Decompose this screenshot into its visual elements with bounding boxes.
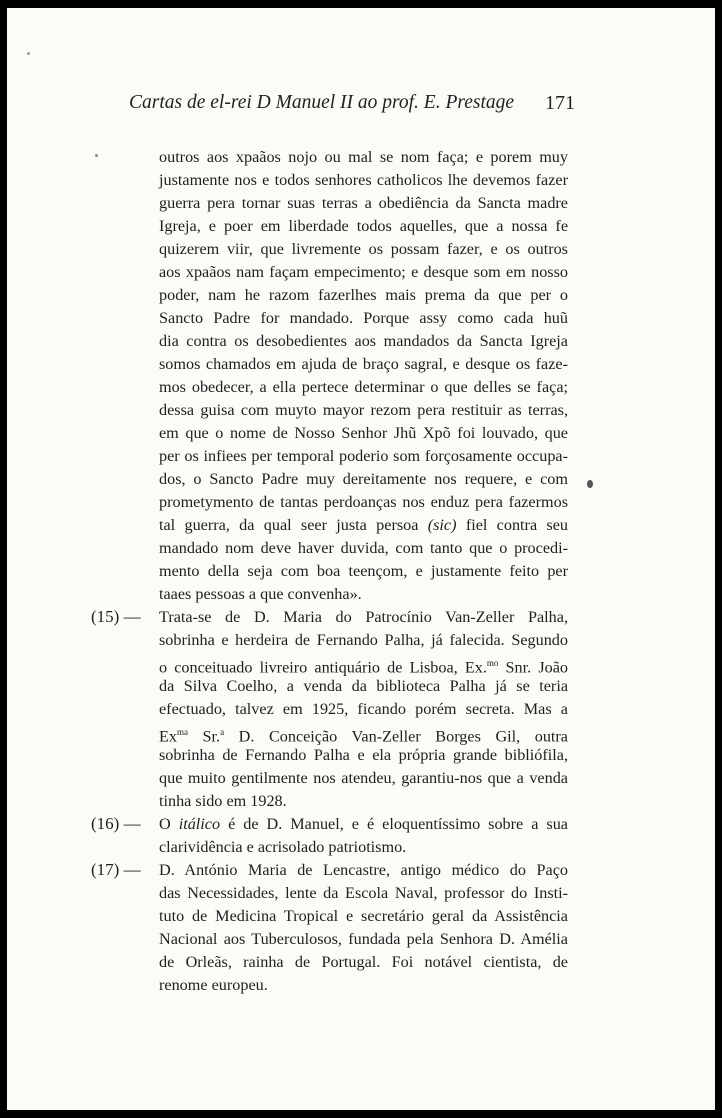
superscript: ma	[176, 727, 188, 737]
text-line: guerra pera tornar suas terras a obediência da Sancta madre	[159, 194, 568, 212]
note-number	[91, 606, 141, 628]
text-line: da Silva Coelho, a venda da biblioteca Palha já se teria	[159, 677, 568, 695]
running-header	[129, 92, 575, 122]
text-line: mos obedecer, a ella pertece determinar o que delles se faça;	[159, 378, 568, 396]
text-line: de Orleãs, rainha de Portugal. Foi notável cientista, de	[159, 953, 568, 971]
text-line	[159, 652, 569, 677]
text-line: poder, nam he razom fazerlhes mais prema da que per o	[159, 286, 568, 304]
text-line: justamente nos e todos senhores catholicos lhe devemos fazer	[159, 171, 568, 189]
text-span: Snr. João	[505, 658, 569, 677]
text-span: O	[159, 815, 171, 833]
text-line: tuto de Medicina Tropical e secretário geral da Assistência	[159, 907, 568, 925]
text-line: somos chamados em ajuda de braço sagral, e desque os faze-	[159, 355, 568, 373]
text-line: prometymento de tantas perdoanças nos enduz pera fazermos	[159, 493, 568, 511]
text-span: Ex	[159, 727, 177, 746]
superscript: a	[220, 727, 225, 737]
text-span: Sr.	[202, 727, 221, 746]
note-dash: —	[123, 814, 141, 833]
page-number: 171	[545, 92, 575, 114]
note-number	[91, 859, 141, 881]
book-page	[7, 8, 715, 1110]
note-number-text: (16)	[91, 814, 120, 833]
text-line: em que o nome de Nosso Senhor Jhũ Xpõ foi louvado, que	[159, 424, 568, 442]
text-span: fiel contra seu	[465, 516, 569, 534]
text-line: taaes pessoas a que convenha».	[159, 585, 362, 603]
text-line: dessa guisa com muyto mayor rezom pera restituir as terras,	[159, 401, 568, 419]
text-line: mandado nom deve haver duvida, com tanto que o procedi-	[159, 539, 568, 557]
note-dash: —	[123, 607, 141, 626]
text-line: outros aos xpaãos nojo ou mal se nom faça; e porem muy	[159, 148, 568, 166]
note-dash: —	[123, 860, 141, 879]
text-line: clarividência e acrisolado patriotismo.	[159, 838, 407, 856]
note-number-text: (15)	[91, 607, 120, 626]
text-line: quizerem viir, que livremente os possam fazer, e os outros	[159, 240, 568, 258]
text-line: Trata-se de D. Maria do Patrocínio Van-Zeller Palha,	[159, 608, 568, 626]
superscript: mo	[486, 658, 499, 668]
text-line: dos, o Sancto Padre muy dereitamente nos requere, e com	[159, 470, 568, 488]
text-line: efectuado, talvez em 1925, ficando porém secreta. Mas a	[159, 700, 568, 718]
text-span: é de D. Manuel, e é eloquentíssimo sobre a sua	[228, 815, 568, 833]
text-line: D. António Maria de Lencastre, antigo médico do Paço	[159, 861, 568, 879]
text-line: tinha sido em 1928.	[159, 792, 287, 810]
text-line: aos xpaãos nam façam empecimento; e desque som em nosso	[159, 263, 568, 281]
ink-speck	[95, 154, 98, 157]
running-title: Cartas de el-rei D Manuel II ao prof. E. Prestage	[129, 92, 515, 113]
text-line: Igreja, e poer em liberdade todos aquelles, que a nossa fe	[159, 217, 568, 235]
text-line: renome europeu.	[159, 976, 268, 994]
text-span: D. Conceição Van-Zeller Borges Gil, outra	[238, 727, 568, 746]
note-number-text: (17)	[91, 860, 120, 879]
text-line: mento della seja com boa teençom, e justamente feito per	[159, 562, 568, 580]
ink-speck	[27, 52, 30, 55]
text-line: Sancto Padre for mandado. Porque assy como cada huũ	[159, 309, 568, 327]
text-span: tal guerra, da qual seer justa persoa	[159, 516, 419, 534]
text-line: sobrinha e herdeira de Fernando Palha, já falecida. Segundo	[159, 631, 568, 649]
text-line	[159, 721, 568, 746]
text-line: sobrinha de Fernando Palha e ela própria grande bibliófila,	[159, 746, 568, 764]
text-line	[159, 514, 568, 536]
sic-italic: (sic)	[427, 516, 457, 534]
text-line: das Necessidades, lente da Escola Naval, professor do Insti-	[159, 884, 568, 902]
text-line: per os infiees per temporal poderio som forçosamente occupa-	[159, 447, 568, 465]
note-number	[91, 813, 141, 835]
text-line: Nacional aos Tuberculosos, fundada pela Senhora D. Amélia	[159, 930, 568, 948]
text-line: que muito gentilmente nos atendeu, garantiu-nos que a venda	[159, 769, 568, 787]
text-line	[159, 813, 568, 835]
text-line: dia contra os desobedientes aos mandados da Sancta Igreja	[159, 332, 568, 350]
text-span: o conceituado livreiro antiquário de Lisboa, Ex.	[159, 658, 487, 677]
ink-speck	[587, 480, 593, 488]
italic-word: itálico	[178, 815, 221, 833]
